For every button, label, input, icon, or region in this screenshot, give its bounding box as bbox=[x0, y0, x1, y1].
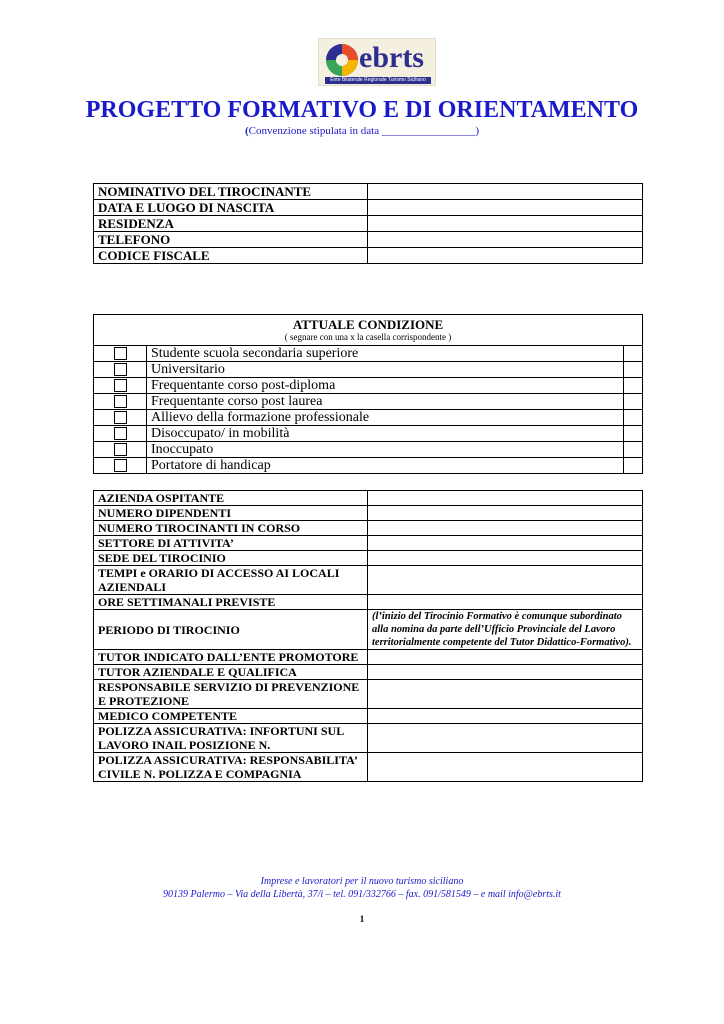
checkbox-cell bbox=[94, 362, 147, 378]
field-label: RESIDENZA bbox=[94, 216, 368, 232]
field-label: PERIODO DI TIROCINIO bbox=[94, 610, 368, 650]
condition-table bbox=[93, 314, 643, 474]
checkbox[interactable] bbox=[114, 347, 127, 360]
checkbox-cell bbox=[94, 378, 147, 394]
field-value[interactable] bbox=[368, 506, 643, 521]
blank-cell bbox=[624, 426, 643, 442]
checkbox[interactable] bbox=[114, 443, 127, 456]
field-label: AZIENDA OSPITANTE bbox=[94, 491, 368, 506]
field-value[interactable] bbox=[368, 232, 643, 248]
field-value[interactable] bbox=[368, 521, 643, 536]
checkbox[interactable] bbox=[114, 395, 127, 408]
footer-tagline: Imprese e lavoratori per il nuovo turismo siciliano bbox=[260, 876, 464, 887]
field-label: ORE SETTIMANALI PREVISTE bbox=[94, 595, 368, 610]
checkbox-cell bbox=[94, 410, 147, 426]
checkbox[interactable] bbox=[114, 427, 127, 440]
period-note: (l’inizio del Tirocinio Formativo è comunque subordinato alla nomina da parte dell’Ufficio Provinciale del Lavoro territorialmente competente del Tutor Didattico-Formativo). bbox=[368, 610, 643, 650]
field-value[interactable] bbox=[368, 665, 643, 680]
field-value[interactable] bbox=[368, 216, 643, 232]
field-value[interactable] bbox=[368, 680, 643, 709]
field-value[interactable] bbox=[368, 566, 643, 595]
field-value[interactable] bbox=[368, 536, 643, 551]
checkbox[interactable] bbox=[114, 411, 127, 424]
condition-option-row bbox=[94, 346, 643, 362]
field-label: MEDICO COMPETENTE bbox=[94, 709, 368, 724]
condition-heading: ATTUALE CONDIZIONE bbox=[292, 317, 444, 332]
trainee-table bbox=[93, 183, 643, 264]
table-row bbox=[94, 521, 643, 536]
table-row bbox=[94, 551, 643, 566]
checkbox-cell bbox=[94, 426, 147, 442]
table-row bbox=[94, 216, 643, 232]
table-row bbox=[94, 724, 643, 753]
field-value[interactable] bbox=[368, 491, 643, 506]
field-value[interactable] bbox=[368, 724, 643, 753]
option-label: Universitario bbox=[147, 362, 624, 378]
blank-cell bbox=[624, 410, 643, 426]
field-label: NUMERO DIPENDENTI bbox=[94, 506, 368, 521]
field-label: TEMPI e ORARIO DI ACCESSO AI LOCALI AZIENDALI bbox=[94, 566, 368, 595]
logo-subtext: Ente Bilaterale Regionale Turismo Siciliano bbox=[325, 77, 431, 84]
field-value[interactable] bbox=[368, 248, 643, 264]
page-number: 1 bbox=[359, 914, 365, 924]
table-row bbox=[94, 248, 643, 264]
checkbox[interactable] bbox=[114, 363, 127, 376]
blank-cell bbox=[624, 442, 643, 458]
blank-cell bbox=[624, 458, 643, 474]
table-row bbox=[94, 753, 643, 782]
field-label: DATA E LUOGO DI NASCITA bbox=[94, 200, 368, 216]
option-label: Disoccupato/ in mobilità bbox=[147, 426, 624, 442]
condition-instruction: ( segnare con una x la casella corrispondente ) bbox=[284, 332, 452, 342]
condition-option-row bbox=[94, 362, 643, 378]
condition-option-row bbox=[94, 410, 643, 426]
table-row bbox=[94, 566, 643, 595]
table-row bbox=[94, 709, 643, 724]
field-label: POLIZZA ASSICURATIVA: INFORTUNI SUL LAVORO INAIL POSIZIONE N. bbox=[94, 724, 368, 753]
blank-cell bbox=[624, 346, 643, 362]
table-row bbox=[94, 200, 643, 216]
condition-option-row bbox=[94, 458, 643, 474]
logo-swirl-icon bbox=[325, 43, 359, 77]
checkbox-cell bbox=[94, 458, 147, 474]
option-label: Allievo della formazione professionale bbox=[147, 410, 624, 426]
condition-option-row bbox=[94, 378, 643, 394]
table-row bbox=[94, 491, 643, 506]
field-value[interactable] bbox=[368, 595, 643, 610]
field-value[interactable] bbox=[368, 753, 643, 782]
table-row bbox=[94, 232, 643, 248]
blank-cell bbox=[624, 378, 643, 394]
table-row bbox=[94, 610, 643, 650]
blank-cell bbox=[624, 394, 643, 410]
checkbox-cell bbox=[94, 442, 147, 458]
field-label: SETTORE DI ATTIVITA’ bbox=[94, 536, 368, 551]
checkbox[interactable] bbox=[114, 379, 127, 392]
option-label: Inoccupato bbox=[147, 442, 624, 458]
field-label: TUTOR AZIENDALE E QUALIFICA bbox=[94, 665, 368, 680]
table-row bbox=[94, 595, 643, 610]
company-table bbox=[93, 490, 643, 782]
condition-option-row bbox=[94, 394, 643, 410]
field-value[interactable] bbox=[368, 200, 643, 216]
field-value[interactable] bbox=[368, 709, 643, 724]
field-value[interactable] bbox=[368, 551, 643, 566]
condition-option-row bbox=[94, 426, 643, 442]
field-value[interactable] bbox=[368, 650, 643, 665]
checkbox[interactable] bbox=[114, 459, 127, 472]
condition-header-row bbox=[94, 315, 643, 346]
field-label: SEDE DEL TIROCINIO bbox=[94, 551, 368, 566]
field-label: NUMERO TIROCINANTI IN CORSO bbox=[94, 521, 368, 536]
blank-cell bbox=[624, 362, 643, 378]
table-row bbox=[94, 536, 643, 551]
page-title: PROGETTO FORMATIVO E DI ORIENTAMENTO bbox=[85, 97, 639, 123]
field-value[interactable] bbox=[368, 184, 643, 200]
table-row bbox=[94, 650, 643, 665]
table-row bbox=[94, 665, 643, 680]
checkbox-cell bbox=[94, 346, 147, 362]
option-label: Frequentante corso post-diploma bbox=[147, 378, 624, 394]
condition-header bbox=[94, 315, 643, 346]
option-label: Studente scuola secondaria superiore bbox=[147, 346, 624, 362]
convention-open-paren: ( bbox=[244, 125, 249, 137]
field-label: NOMINATIVO DEL TIROCINANTE bbox=[94, 184, 368, 200]
option-label: Frequentante corso post laurea bbox=[147, 394, 624, 410]
checkbox-cell bbox=[94, 394, 147, 410]
field-label: TELEFONO bbox=[94, 232, 368, 248]
field-label: TUTOR INDICATO DALL’ENTE PROMOTORE bbox=[94, 650, 368, 665]
field-label: POLIZZA ASSICURATIVA: RESPONSABILITA’ CIVILE N. POLIZZA E COMPAGNIA bbox=[94, 753, 368, 782]
table-row bbox=[94, 680, 643, 709]
condition-option-row bbox=[94, 442, 643, 458]
table-row bbox=[94, 506, 643, 521]
ebrts-logo bbox=[318, 38, 436, 86]
convention-line bbox=[0, 125, 724, 137]
option-label: Portatore di handicap bbox=[147, 458, 624, 474]
logo-wordmark: ebrts bbox=[359, 41, 424, 74]
field-label: RESPONSABILE SERVIZIO DI PREVENZIONE E PROTEZIONE bbox=[94, 680, 368, 709]
convention-text: Convenzione stipulata in data _________________) bbox=[248, 125, 480, 137]
table-row bbox=[94, 184, 643, 200]
field-label: CODICE FISCALE bbox=[94, 248, 368, 264]
footer-contacts: 90139 Palermo – Via della Libertà, 37/i – tel. 091/332766 – fax. 091/581549 – e mail info@ebrts.it bbox=[163, 889, 561, 900]
